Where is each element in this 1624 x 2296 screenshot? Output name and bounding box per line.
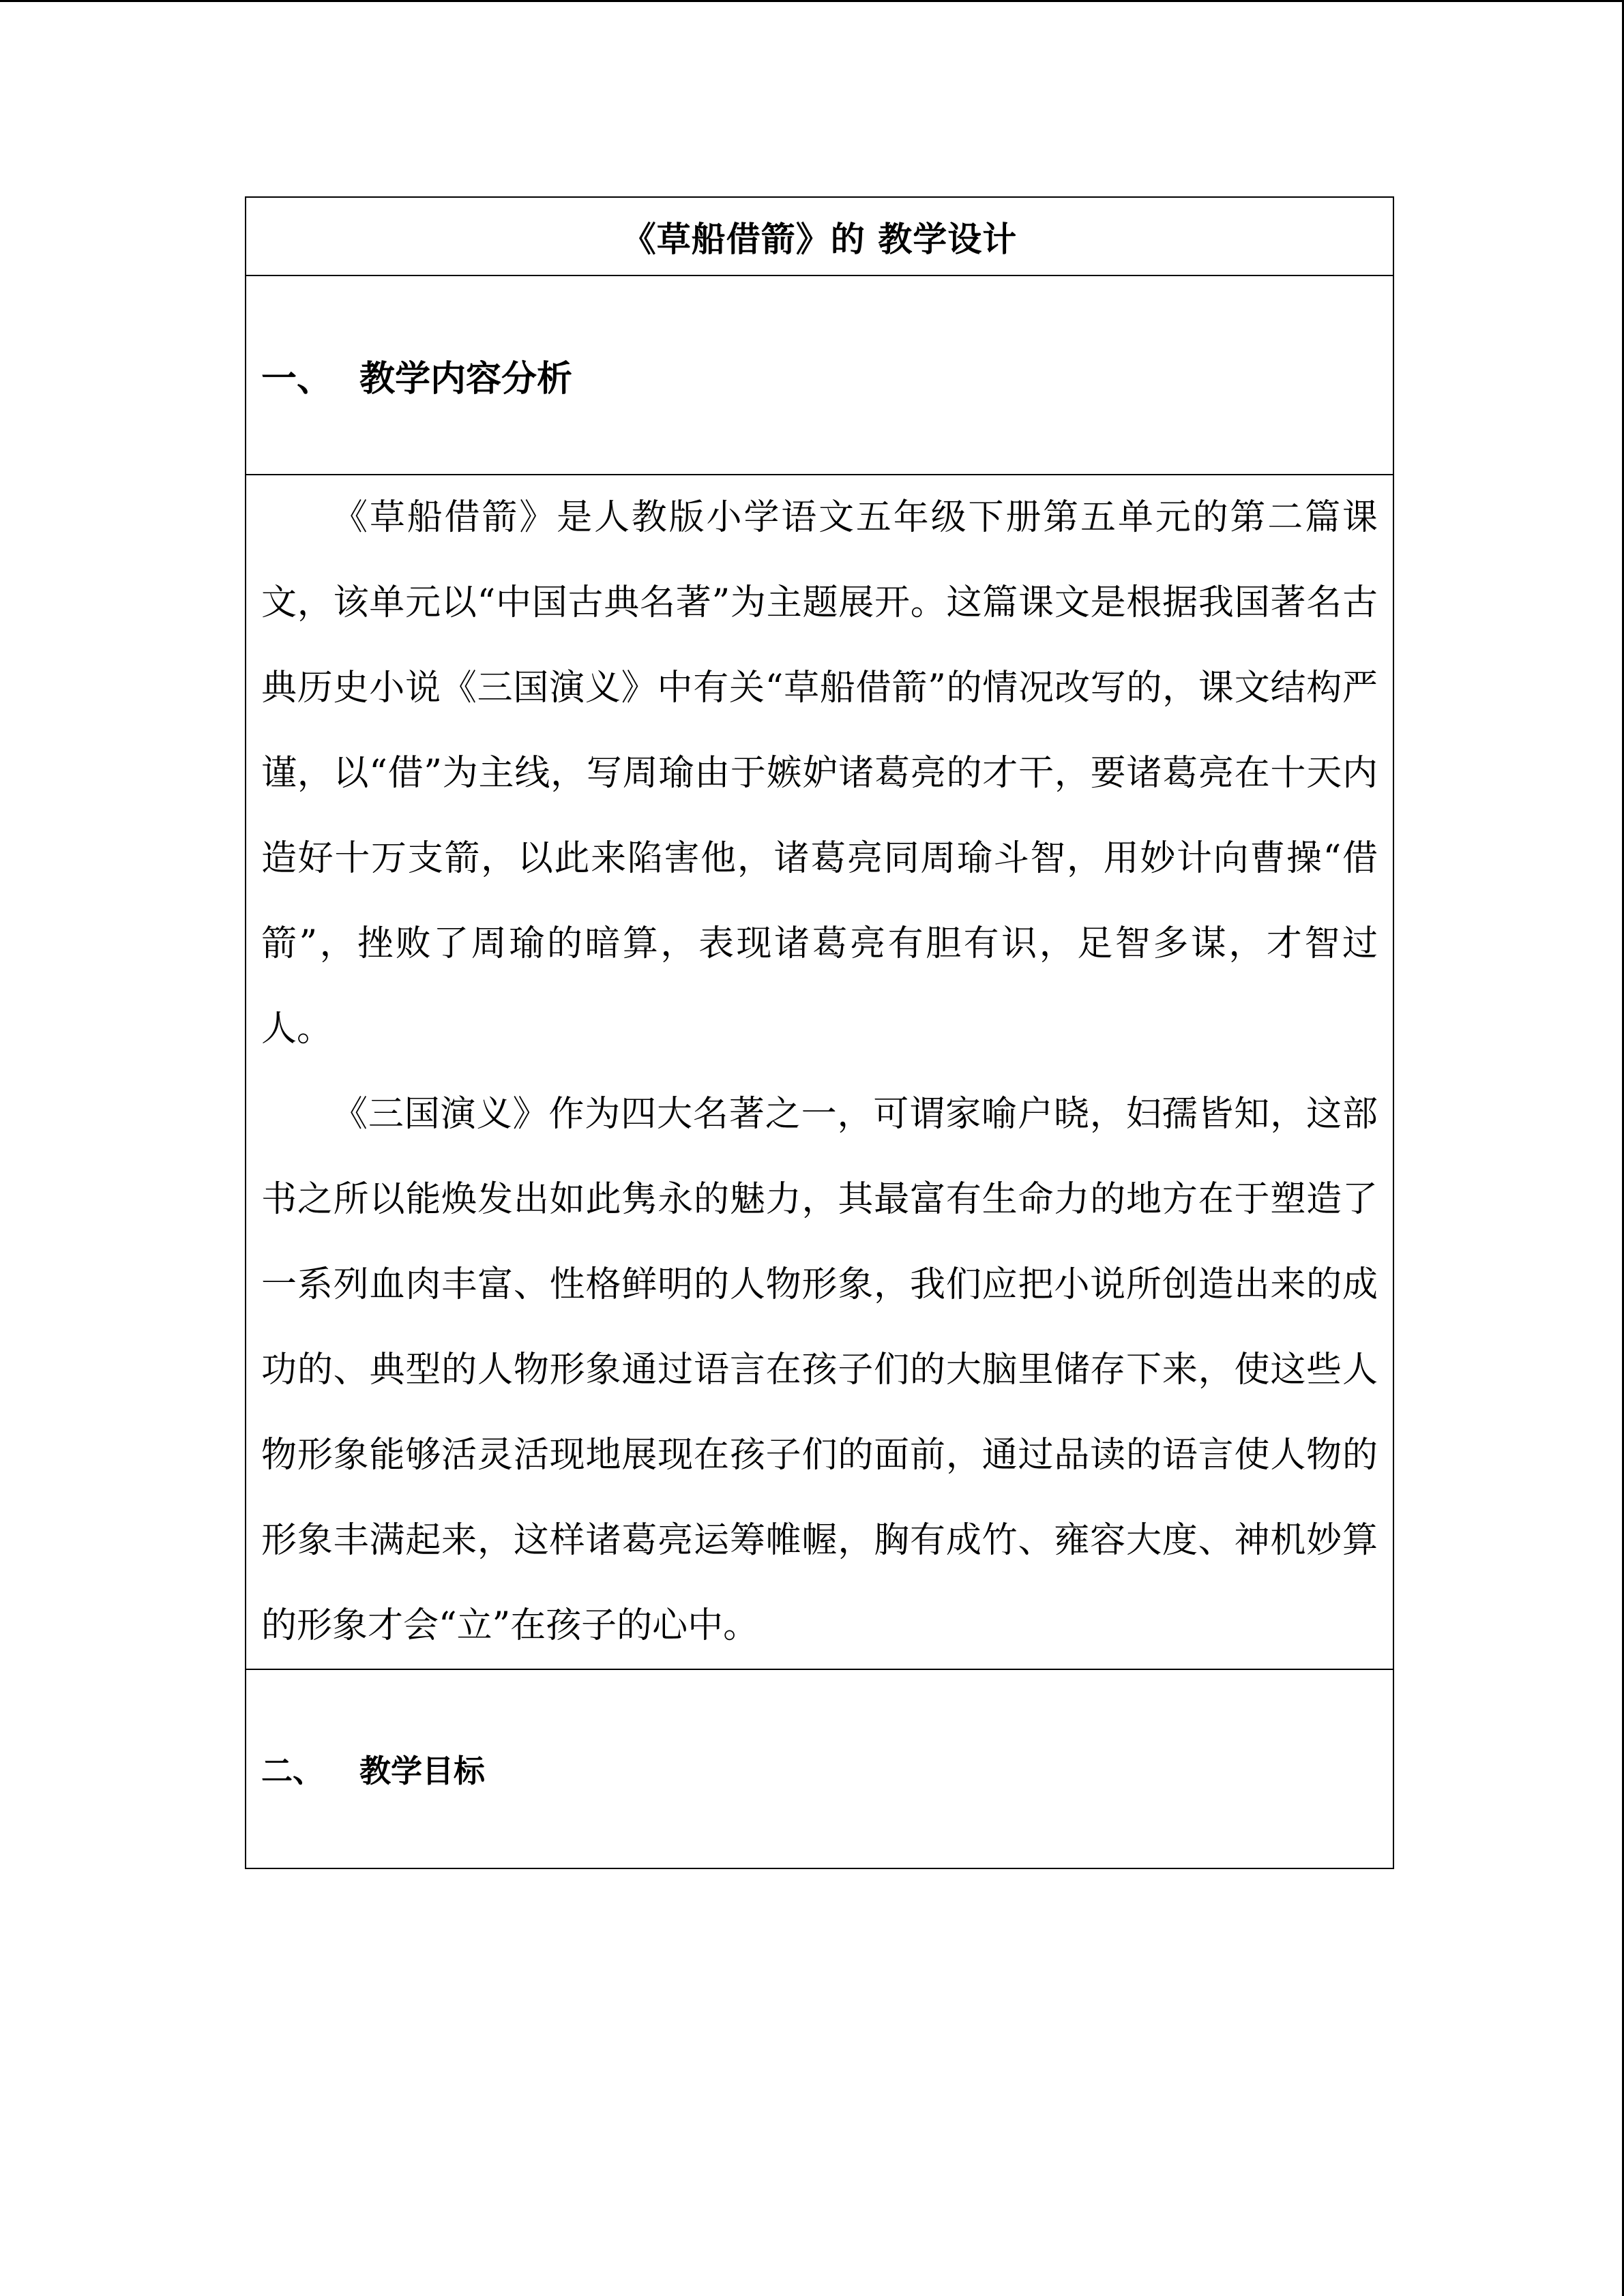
body-paragraph: 《三国演义》作为四大名著之一，可谓家喻户晓，妇孺皆知，这部书之所以能焕发出如此隽永的魅力，其最富有生命力的地方在于塑造了一系列血肉丰富、性格鲜明的人物形象，我们应把小说所创造出来的成功的、典型的人物形象通过语言在孩子们的大脑里储存下来，使这些人物形象能够活灵活现地展现在孩子们的面前，通过品读的语言使人物的形象丰满起来，这样诸葛亮运筹帷幄，胸有成竹、雍容大度、神机妙算的形象才会“立”在孩子的心中。 [261, 1094, 1378, 1646]
section-title: 教学目标 [359, 1753, 485, 1789]
page-top-border [0, 0, 1624, 2]
body-paragraph: 《草船借箭》是人教版小学语文五年级下册第五单元的第二篇课文，该单元以“中国古典名著”为主题展开。这篇课文是根据我国著名古典历史小说《三国演义》中有关“草船借箭”的情况改写的，课文结构严谨，以“借”为主线，写周瑜由于嫉妒诸葛亮的才干，要诸葛亮在十天内造好十万支箭，以此来陷害他，诸葛亮同周瑜斗智，用妙计向曹操“借箭”，挫败了周瑜的暗算，表现诸葛亮有胆有识，足智多谋，才智过人。 [261, 497, 1378, 1049]
content-row [246, 475, 1393, 1669]
section-heading-row [246, 1669, 1393, 1868]
section-number: 二、 [261, 1753, 324, 1789]
section-heading-2 [246, 1669, 1393, 1868]
lesson-plan-table [245, 196, 1394, 1869]
section-heading-row [246, 275, 1393, 475]
content-analysis-body [246, 475, 1393, 1669]
document-title: 《草船借箭》的 教学设计 [246, 197, 1393, 275]
title-row [246, 197, 1393, 275]
section-title: 教学内容分析 [359, 358, 573, 400]
section-number: 一、 [261, 358, 333, 400]
section-heading-1 [246, 275, 1393, 475]
